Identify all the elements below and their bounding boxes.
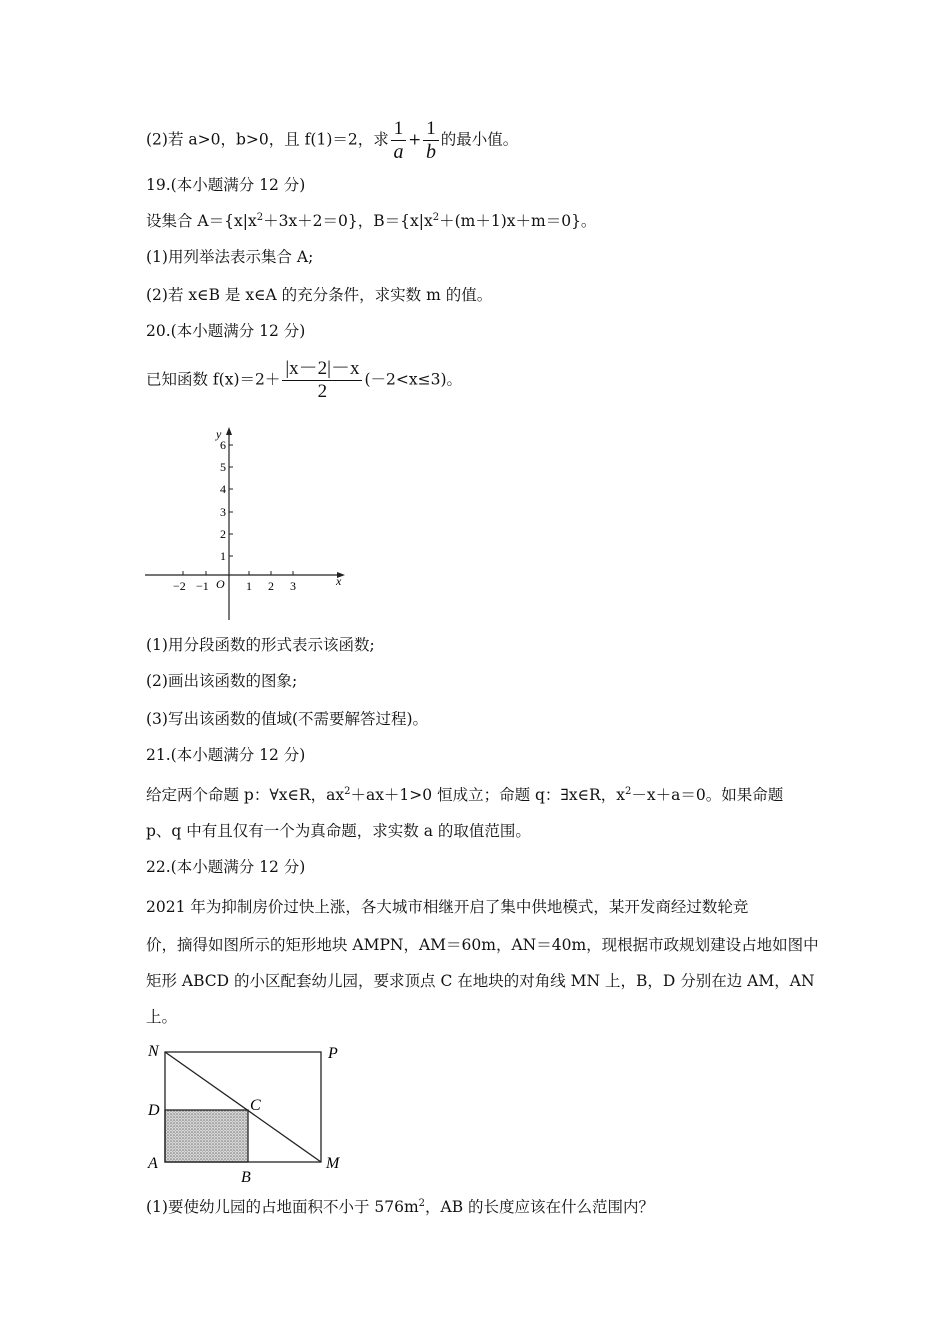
y-axis-label: y (216, 427, 222, 441)
q21-header: 21.(本小题满分 12 分) (146, 746, 306, 764)
q22-line2: 价，摘得如图所示的矩形地块 AMPN，AM＝60m，AN＝40m，现根据市政规划建设占地如图中 (146, 936, 819, 954)
q18-part2 (146, 118, 518, 163)
fraction-numerator: 1 (391, 118, 407, 141)
fraction-denominator: a (393, 141, 404, 163)
kindergarten-rectangle-abcd (165, 1110, 248, 1162)
label-b: B (241, 1169, 251, 1186)
fraction-1-over-b (423, 118, 439, 163)
label-d: D (148, 1102, 160, 1119)
q21-line1 (146, 784, 783, 806)
q20-stem-suffix: (－2<x≤3)。 (364, 370, 463, 389)
fraction-1-over-a (391, 118, 407, 163)
q19-part1: (1)用列举法表示集合 A; (146, 248, 314, 266)
origin-label: O (216, 577, 225, 591)
q20-function-fraction (282, 358, 362, 403)
x-tick-1: 1 (246, 579, 252, 593)
q20-stem-prefix: 已知函数 f(x)＝2＋ (146, 370, 281, 389)
q20-part3: (3)写出该函数的值域(不需要解答过程)。 (146, 710, 429, 728)
x-tick-3: 3 (290, 579, 296, 593)
y-tick-1: 1 (220, 549, 226, 563)
q19-header: 19.(本小题满分 12 分) (146, 176, 306, 194)
q22-part1-text: (1)要使幼儿园的占地面积不小于 576m (146, 1198, 419, 1216)
q22-part1 (146, 1196, 654, 1218)
y-tick-2: 2 (220, 527, 226, 541)
q22-plot-diagram (140, 1038, 360, 1188)
q19-stem-part: ＋(m＋1)x＋m＝0}。 (439, 212, 597, 230)
q22-line3: 矩形 ABCD 的小区配套幼儿园，要求顶点 C 在地块的对角线 MN 上，B，D 分别在边 AM，AN (146, 972, 815, 990)
superscript: 2 (432, 211, 440, 223)
q18-part2-suffix: 的最小值。 (440, 130, 519, 149)
label-m: M (326, 1155, 340, 1172)
q22-part1-text: ，AB 的长度应该在什么范围内？ (425, 1198, 655, 1216)
q21-text: ＋ax＋1>0 恒成立；命题 q：∃x∈R，x (350, 786, 625, 804)
superscript: 2 (256, 211, 264, 223)
fraction-denominator: b (425, 141, 436, 163)
q21-text: 给定两个命题 p：∀x∈R，ax (146, 786, 345, 804)
q20-part2: (2)画出该函数的图象; (146, 672, 298, 690)
q20-coordinate-grid (140, 420, 360, 630)
y-tick-6: 6 (220, 438, 226, 452)
superscript: 2 (344, 785, 351, 797)
q20-header: 20.(本小题满分 12 分) (146, 322, 306, 340)
label-a: A (148, 1155, 158, 1172)
q20-part1: (1)用分段函数的形式表示该函数; (146, 636, 375, 654)
q21-text: －x＋a＝0。如果命题 (631, 786, 784, 804)
superscript: 2 (624, 785, 632, 797)
y-tick-3: 3 (220, 505, 226, 519)
label-p: P (328, 1045, 338, 1062)
x-tick-2: 2 (268, 579, 274, 593)
y-axis-arrow (226, 427, 232, 435)
q19-stem-part: ＋3x＋2＝0}，B＝{x|x (263, 212, 433, 230)
x-tick-neg2: −2 (173, 579, 186, 593)
q19-stem (146, 210, 596, 232)
x-axis-label: x (336, 574, 342, 588)
y-ticks (220, 438, 233, 563)
x-ticks (173, 571, 296, 593)
q22-line4: 上。 (146, 1008, 178, 1026)
superscript: 2 (418, 1197, 426, 1209)
q22-line1: 2021 年为抑制房价过快上涨，各大城市相继开启了集中供地模式，某开发商经过数轮竞 (146, 898, 749, 916)
q22-header: 22.(本小题满分 12 分) (146, 858, 306, 876)
q19-part2: (2)若 x∈B 是 x∈A 的充分条件，求实数 m 的值。 (146, 286, 493, 304)
y-tick-4: 4 (220, 482, 226, 496)
x-tick-neg1: −1 (196, 579, 209, 593)
y-tick-5: 5 (220, 460, 226, 474)
fraction-numerator: |x－2|－x (282, 358, 362, 381)
q21-line2: p、q 中有且仅有一个为真命题，求实数 a 的取值范围。 (146, 822, 531, 840)
q18-part2-prefix: (2)若 a>0，b>0，且 f(1)＝2，求 (146, 130, 389, 149)
label-n: N (148, 1043, 159, 1060)
q19-stem-part: 设集合 A＝{x|x (146, 212, 257, 230)
plus-sign: + (408, 130, 422, 149)
q20-stem (146, 358, 462, 403)
fraction-numerator: 1 (423, 118, 439, 141)
fraction-denominator: 2 (317, 381, 328, 402)
label-c: C (250, 1097, 261, 1114)
